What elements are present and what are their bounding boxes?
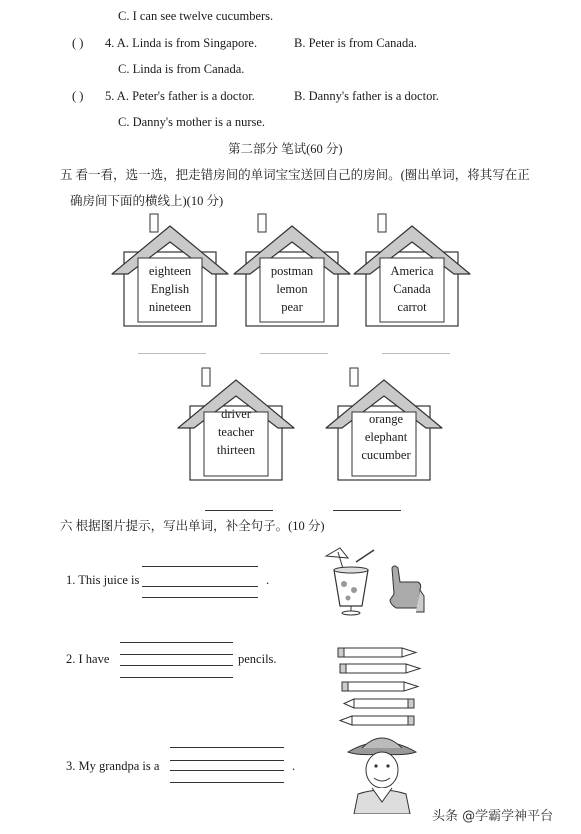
section5-instruction-line1: 五 看一看，选一选，把走错房间的单词宝宝送回自己的房间。(圈出单词，将其写在正 [60, 168, 530, 182]
word: teacher [217, 425, 255, 439]
word: postman [270, 264, 314, 278]
item3-writing-line-2[interactable] [170, 760, 284, 761]
word: cucumber [361, 448, 411, 462]
house-3-words [380, 262, 444, 316]
q4-option-c: C. Linda is from Canada. [118, 62, 245, 76]
item2-writing-line-2[interactable] [120, 654, 233, 655]
watermark: 头条 @学霸学神平台 [432, 809, 554, 824]
house-4-words [204, 405, 268, 459]
q5-option-b: B. Danny's father is a doctor. [294, 89, 439, 103]
item2-writing-line-4[interactable] [120, 677, 233, 678]
item1-writing-line-2[interactable] [142, 586, 258, 587]
item3-writing-line-4[interactable] [170, 782, 284, 783]
word: America [390, 264, 434, 278]
section6-instruction: 六 根据图片提示，写出单词，补全句子。(10 分) [60, 519, 325, 533]
item1-text: 1. This juice is [66, 573, 140, 587]
section5-instruction-line2: 确房间下面的横线上)(10 分) [70, 194, 224, 208]
answer-line-house-1[interactable] [138, 353, 206, 354]
answer-line-house-4[interactable] [205, 510, 273, 511]
word: lemon [276, 282, 308, 296]
word: elephant [364, 430, 408, 444]
item3-writing-line-3[interactable] [170, 770, 284, 771]
house-1-words [138, 262, 202, 316]
pencils-icon [336, 646, 426, 732]
farmer-grandpa-icon [346, 728, 418, 814]
q5-answer-paren: ( ) [72, 89, 84, 103]
item3-writing-line-1[interactable] [170, 747, 284, 748]
house-5-words [350, 410, 422, 464]
word: orange [368, 412, 403, 426]
answer-line-house-3[interactable] [382, 353, 450, 354]
word: pear [281, 300, 303, 314]
item1-period: . [266, 573, 270, 587]
part2-title: 第二部分 笔试(60 分) [228, 142, 343, 156]
q4-option-b: B. Peter is from Canada. [294, 36, 417, 50]
item3-period: . [292, 759, 296, 773]
q4-option-a: 4. A. Linda is from Singapore. [105, 36, 258, 50]
answer-line-house-2[interactable] [260, 353, 328, 354]
word: nineteen [148, 300, 192, 314]
q5-option-c: C. Danny's mother is a nurse. [118, 115, 266, 129]
answer-line-house-5[interactable] [333, 510, 401, 511]
word: thirteen [216, 443, 256, 457]
item2-writing-line-1[interactable] [120, 642, 233, 643]
item1-writing-line-3[interactable] [142, 597, 258, 598]
q4-answer-paren: ( ) [72, 36, 84, 50]
item2-writing-line-3[interactable] [120, 665, 233, 666]
word: eighteen [148, 264, 192, 278]
house-2-words [260, 262, 324, 316]
item2-text: 2. I have [66, 652, 110, 666]
item3-text: 3. My grandpa is a [66, 759, 160, 773]
q3-option-c: C. I can see twelve cucumbers. [118, 9, 274, 23]
juice-thumbs-up-icon [322, 544, 426, 616]
item1-writing-line-1[interactable] [142, 566, 258, 567]
item2-suffix: pencils. [238, 652, 277, 666]
q5-option-a: 5. A. Peter's father is a doctor. [105, 89, 255, 103]
word: carrot [397, 300, 427, 314]
word: driver [221, 407, 251, 421]
word: Canada [393, 282, 431, 296]
word: English [150, 282, 190, 296]
